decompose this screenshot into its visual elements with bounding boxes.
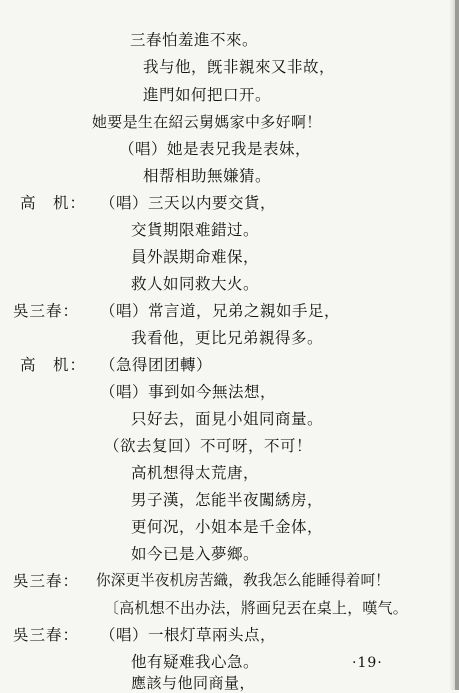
script-line: （唱）常言道，兄弟之親如手足，	[100, 302, 341, 320]
script-line: 交貨期限难錯过。	[131, 221, 260, 239]
page-edge	[455, 0, 459, 690]
speaker-label: 高 机：	[20, 194, 87, 212]
page-number: ·19·	[352, 655, 383, 671]
script-line: （欲去复回）不可呀，不可！	[104, 437, 313, 455]
script-line: 員外誤期命难保，	[131, 248, 260, 266]
script-line: 你深更半夜机房苦織，敎我怎么能睡得着呵！	[96, 572, 390, 589]
script-line: 三春怕羞進不來。	[130, 31, 259, 49]
script-line: （急得团团轉）	[100, 356, 213, 374]
script-line: 更何况，小姐本是千金体，	[131, 518, 324, 536]
script-line: 我看他，更比兄弟親得多。	[131, 329, 324, 347]
speaker-label: 吳三春：	[13, 572, 80, 590]
script-line: 救人如同救大火。	[131, 275, 260, 293]
script-line: （唱）事到如今無法想，	[100, 383, 277, 401]
speaker-label: 吳三春：	[13, 302, 80, 320]
script-line: 她要是生在紹云舅媽家中多好啊！	[92, 113, 322, 131]
script-line: 應該与他同商量，	[131, 674, 256, 692]
script-line: 相帮相助無嫌猜。	[143, 167, 272, 185]
script-line: （唱）一根灯草兩头点，	[100, 626, 277, 644]
script-line: （唱）三天以内要交貨，	[100, 194, 277, 212]
speaker-label: 高 机：	[20, 356, 87, 374]
script-line: 高机想得太荒唐，	[131, 464, 260, 482]
stage-direction: 〔高机想不出办法，將画兒丟在桌上，嘆气。	[104, 599, 409, 617]
script-line: （唱）她是表兄我是表妹，	[119, 140, 312, 158]
speaker-label: 吳三春：	[13, 626, 80, 644]
script-line: 我与他，旣非親來又非故，	[143, 58, 336, 76]
script-line: 男子漢，怎能半夜闖綉房，	[131, 491, 324, 509]
script-line: 進門如何把口开。	[143, 86, 272, 104]
script-line: 如今已是入夢鄉。	[131, 545, 260, 563]
script-line: 他有疑难我心急。	[131, 653, 260, 671]
script-line: 只好去，面見小姐同商量。	[131, 410, 324, 428]
